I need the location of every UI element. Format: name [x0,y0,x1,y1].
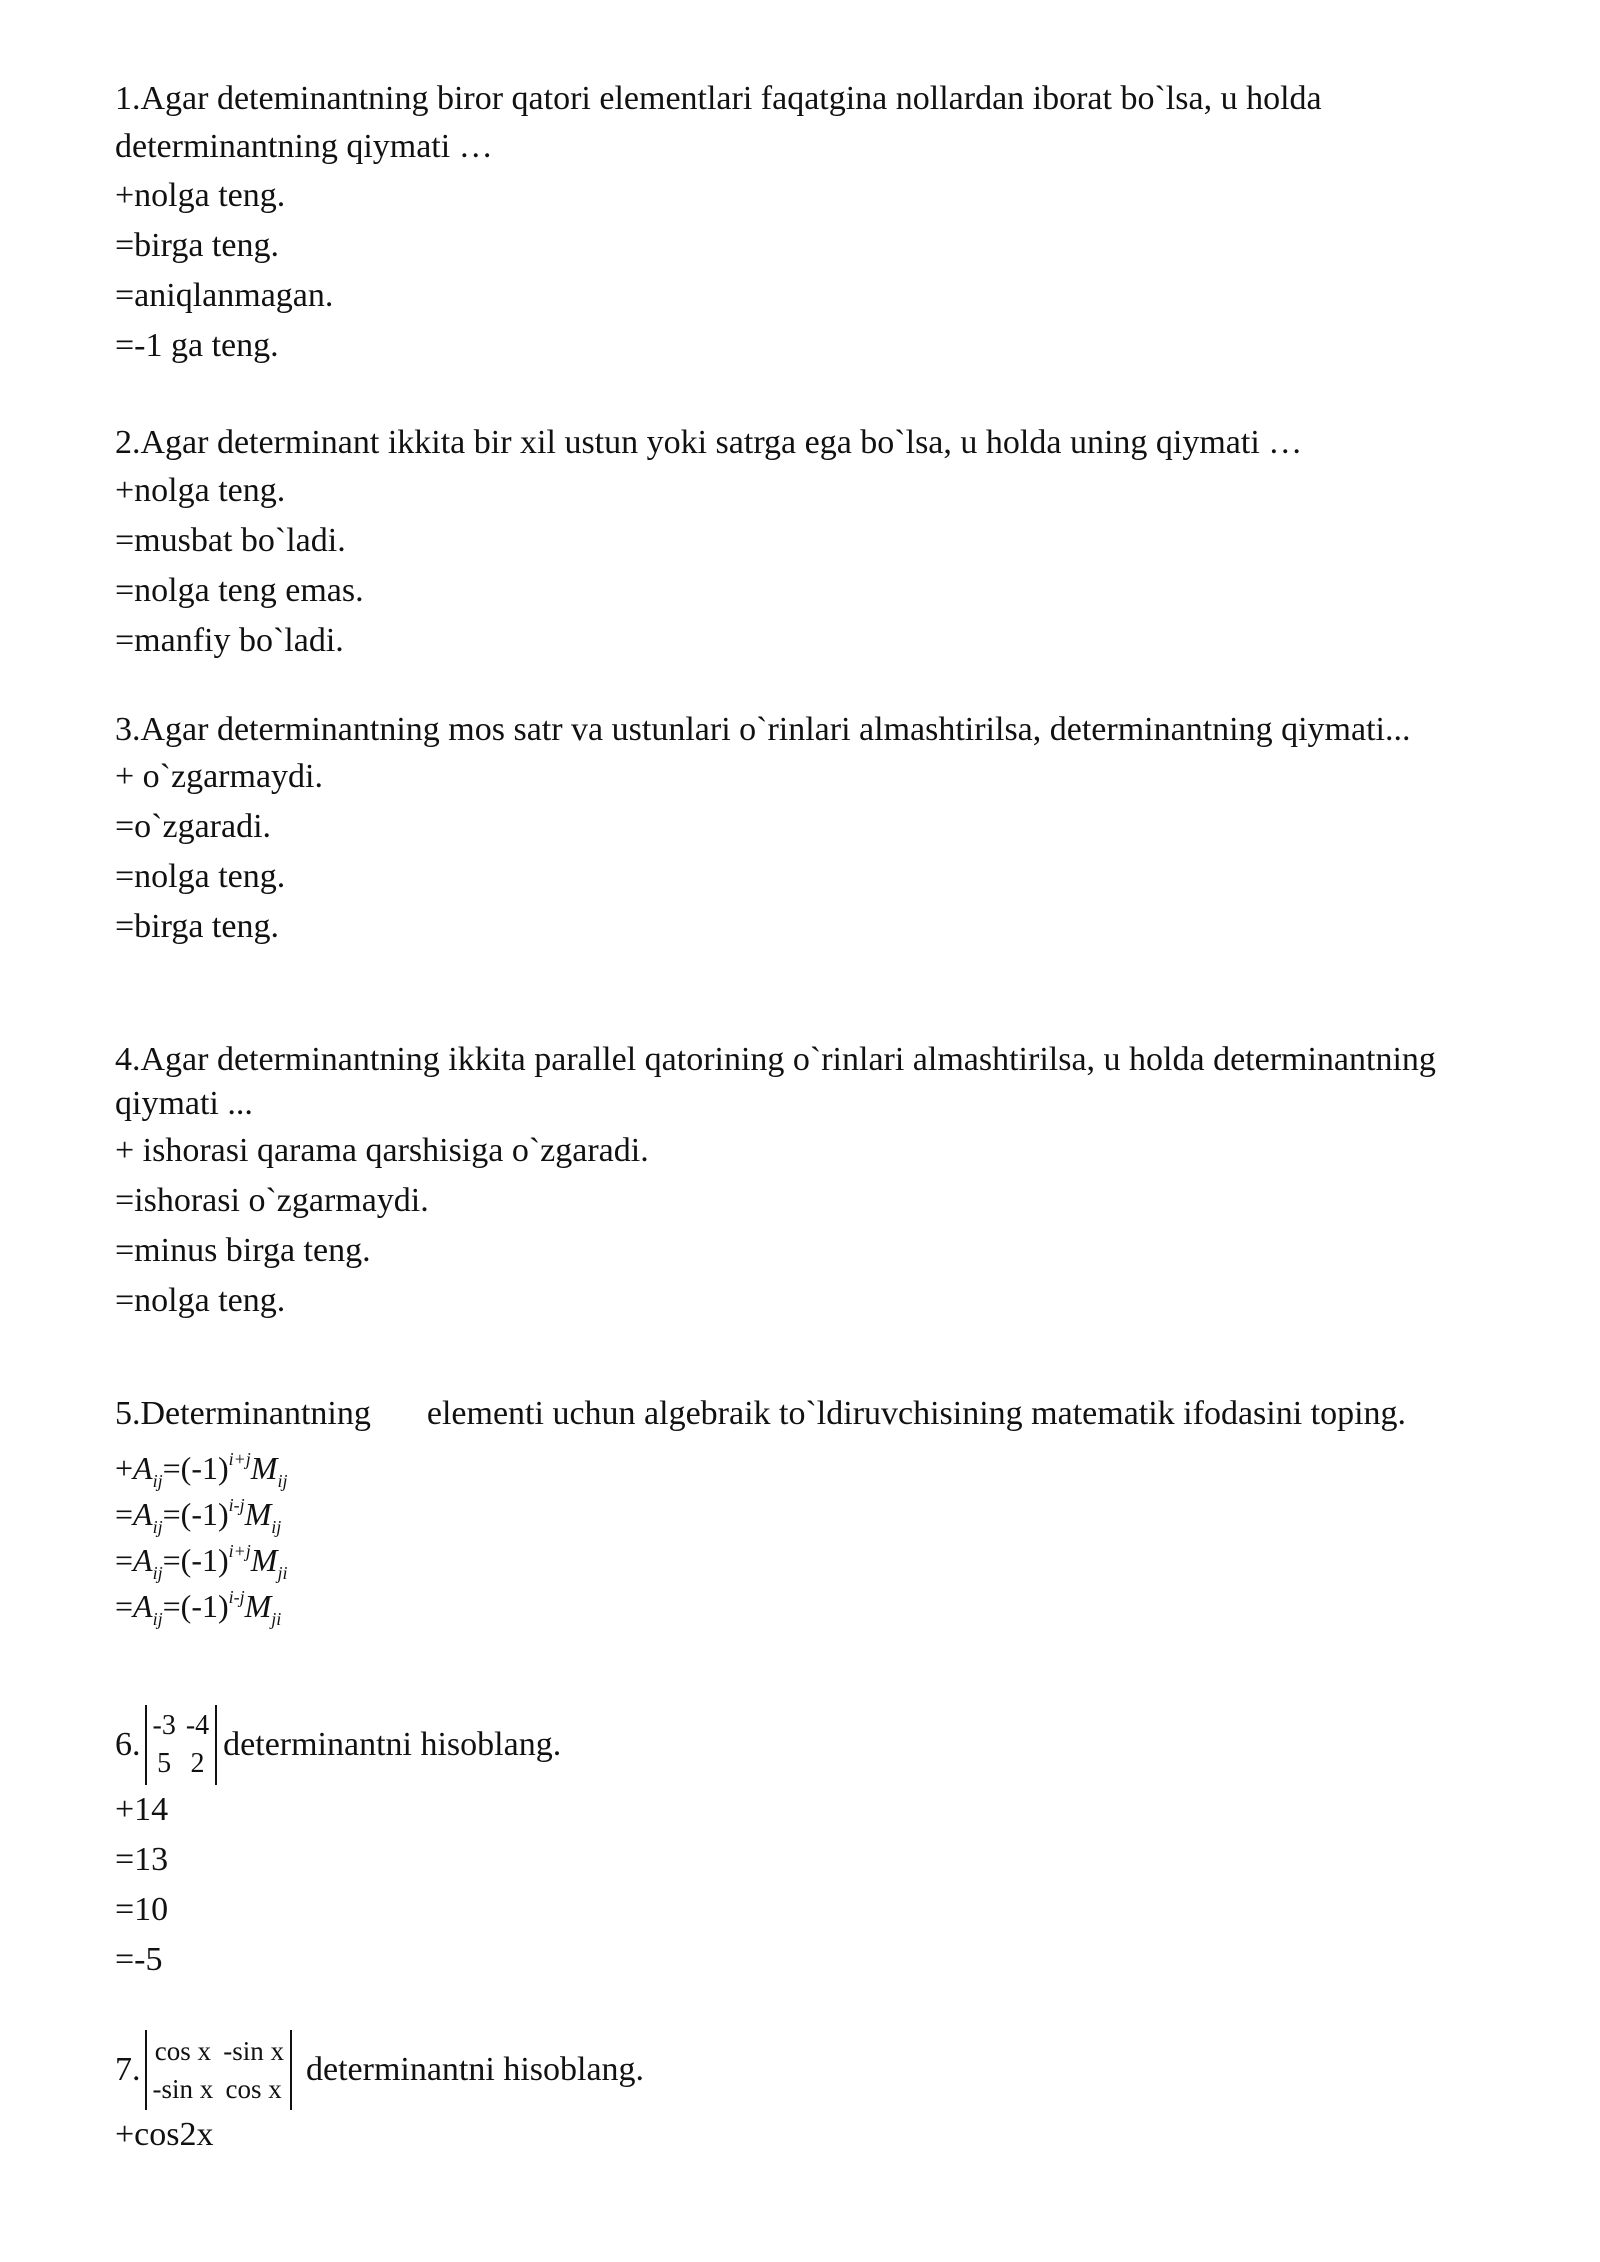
question-text: 7. cos x -sin x -sin x cos x determinantni hisoblang. [115,2030,1495,2110]
answer-option: + ishorasi qarama qarshisiga o`zgaradi. [115,1132,649,1169]
question-4 [115,1038,1495,1326]
answer-option: + o`zgarmaydi. [115,758,323,795]
question-1 [115,75,1495,371]
determinant-matrix: cos x -sin x -sin x cos x [145,2030,293,2110]
answer-option: +nolga teng. [115,177,286,214]
answer-option: =minus birga teng. [115,1232,371,1269]
question-text: 2.Agar determinant ikkita bir xil ustun yoki satrga ega bo`lsa, u holda uning qiymati … [115,424,1303,461]
question-text: 5.Determinantning elementi uchun algebraik to`ldiruvchisining matematik ifodasini toping. [115,1395,1407,1432]
answer-option: =10 [115,1891,169,1928]
question-text: 1.Agar deteminantning biror qatori elementlari faqatgina nollardan iborat bo`lsa, u holda determinantning qiymati … [115,80,1322,165]
question-5 [115,1392,1495,1629]
answer-option: +nolga teng. [115,472,286,509]
answer-option: =nolga teng. [115,858,286,895]
answer-option: =birga teng. [115,227,279,264]
answer-option: =aniqlanmagan. [115,277,334,314]
answer-option: +cos2x [115,2116,214,2153]
answer-formula: $=A_{ij}=(-1)^{i+j}M_{ji}$ [115,1541,288,1583]
answer-option: =-5 [115,1941,163,1978]
answer-option: =nolga teng emas. [115,572,364,609]
question-text: 4.Agar determinantning ikkita parallel qatorining o`rinlari almashtirilsa, u holda determinantning qiymati ... [115,1041,1436,1122]
answer-option: =musbat bo`ladi. [115,522,346,559]
question-text: 3.Agar determinantning mos satr va ustunlari o`rinlari almashtirilsa, determinantning qiymati... [115,711,1411,748]
question-3 [115,708,1495,952]
answer-formula: $=A_{ij}=(-1)^{i-j}M_{ij}$ [115,1495,282,1537]
answer-option: =ishorasi o`zgarmaydi. [115,1182,429,1219]
answer-option: =manfiy bo`ladi. [115,622,344,659]
answer-formula: $=A_{ij}=(-1)^{i-j}M_{ji}$ [115,1587,282,1629]
answer-option: =nolga teng. [115,1282,286,1319]
answer-formula: $+A_{ij}=(-1)^{i+j}M_{ij}$ [115,1449,288,1491]
question-6 [115,1705,1495,1985]
answer-option: +14 [115,1791,169,1828]
answer-option: =o`zgaradi. [115,808,272,845]
question-7 [115,2030,1495,2160]
answer-option: =13 [115,1841,169,1878]
question-2 [115,420,1495,666]
answer-option: =birga teng. [115,908,279,945]
question-text: 6. -3 -4 5 2 determinantni hisoblang. [115,1705,1495,1785]
answer-option: =-1 ga teng. [115,327,279,364]
determinant-matrix: -3 -4 5 2 [145,1705,218,1785]
